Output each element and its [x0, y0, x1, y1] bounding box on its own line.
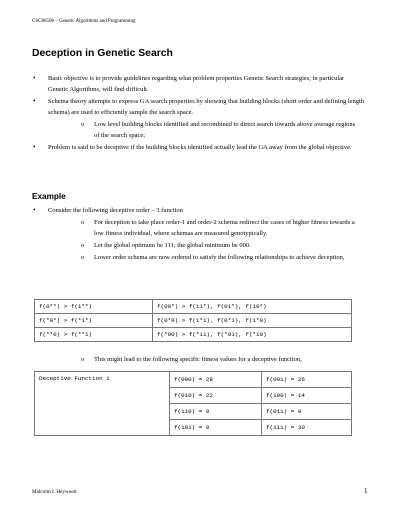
table-row — [35, 372, 352, 388]
footer-author: Malcolm I. Heywood — [32, 489, 77, 495]
example-subbullet-1: o For deception to take place order-1 and order-2 schema redirect the cases of higher fitness towards a low fitness individual, where schemas are measured genotypically. — [0, 217, 400, 239]
schema-relations-table — [34, 299, 352, 342]
intro-bullet-1: • Basic objective is to provide guidelines regarding what problem properties Genetic Search strategies, in particular Genetic Algorithms, will find difficult. — [0, 73, 400, 95]
table-row — [35, 314, 352, 328]
page-number: 1 — [364, 487, 368, 495]
table-row — [35, 328, 352, 342]
example-heading: Example — [32, 192, 66, 201]
table-cell: f(101) = 0 — [170, 420, 262, 436]
after-table-subbullet: o This might lead to the following specific fitness values for a deceptive function, — [0, 354, 400, 365]
table-row — [35, 300, 352, 314]
after-table-section — [0, 354, 400, 365]
example-subbullet-3: o Lower order schema are now ordered to satisfy the following relationships to achieve deception, — [0, 252, 400, 263]
table-cell: f(00*) > f(11*), f(01*), f(10*) — [153, 300, 352, 314]
example-subbullet-2: o Let the global optimum be 111; the global minimum be 000. — [0, 240, 400, 251]
table-cell: f(111) = 30 — [262, 420, 352, 436]
example-section — [0, 205, 400, 263]
table-cell: f(0*0) > f(1*1), f(0*1), f(1*0) — [153, 314, 352, 328]
deceptive-fitness-table — [34, 371, 352, 436]
example-bullet: • Consider the following deceptive order – 3 function — [0, 205, 400, 216]
intro-section — [0, 73, 400, 153]
running-header: CSC86506 – Genetic Algorithms and Programming — [32, 19, 136, 24]
table-cell: f(**0) > f(**1) — [35, 328, 153, 342]
table-cell: f(001) = 26 — [262, 372, 352, 388]
page-title: Deception in Genetic Search — [32, 48, 173, 59]
table-cell: f(110) = 0 — [170, 404, 262, 420]
table-cell: f(000) = 28 — [170, 372, 262, 388]
intro-bullet-3: • Problem is said to be deceptive if the building blocks identified actually lead the GA away from the global objective. — [0, 142, 400, 153]
table-cell: f(*00) > f(*11), f(*01), f(*10) — [153, 328, 352, 342]
table-cell: f(*0*) > f(*1*) — [35, 314, 153, 328]
table-cell: f(100) = 14 — [262, 388, 352, 404]
intro-subbullet-1: o Low level building blocks identified and recombined to direct search towards above average regions of the search space; — [0, 119, 400, 141]
table-cell: f(010) = 22 — [170, 388, 262, 404]
intro-bullet-2: • Schema theory attempts to express GA search properties by showing that building blocks (short order and defining length schema) are used to efficiently sample the search space. — [0, 96, 400, 118]
table-cell: f(011) = 0 — [262, 404, 352, 420]
table-cell: f(0**) > f(1**) — [35, 300, 153, 314]
table-label-cell: Deceptive Function 1 — [35, 372, 170, 436]
